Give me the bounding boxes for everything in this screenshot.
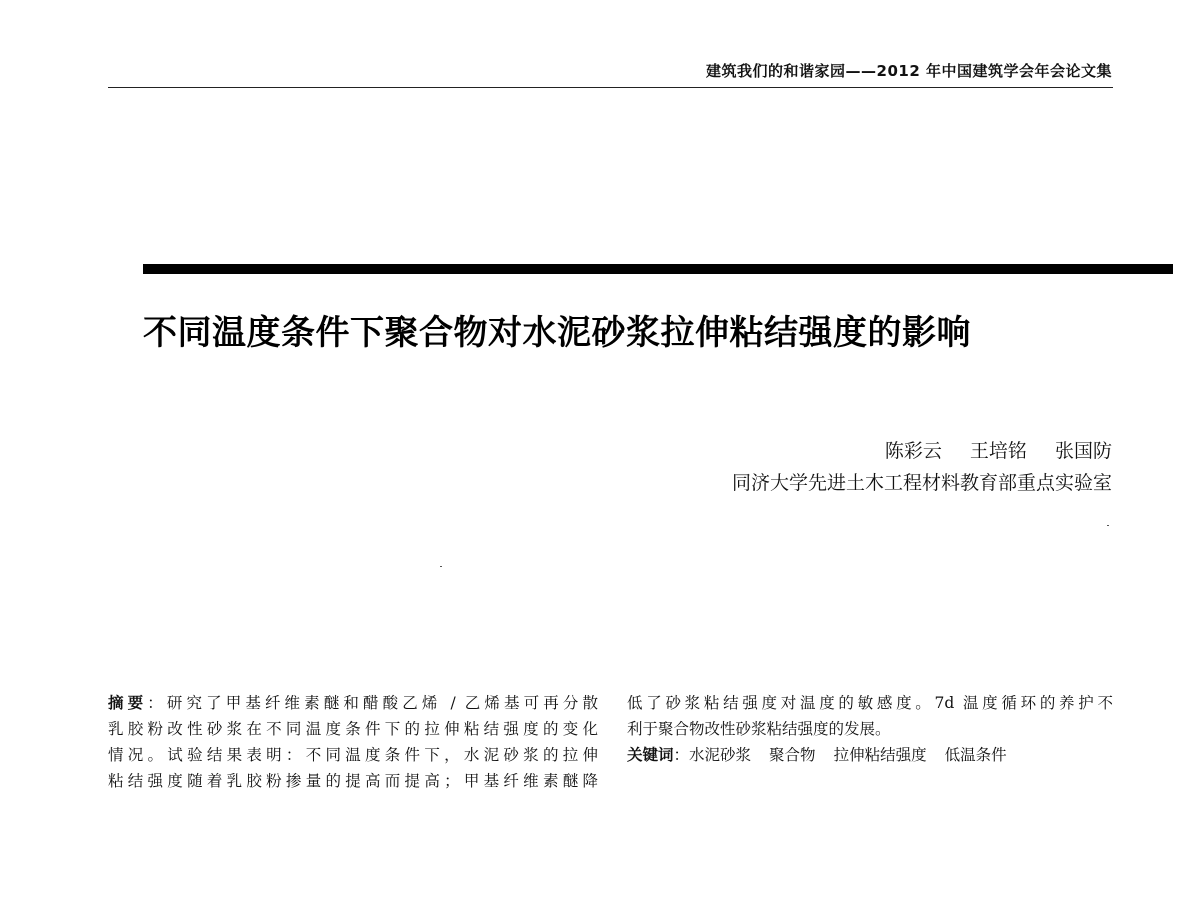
- abstract-line: [108, 690, 598, 716]
- abstract-line: 利于聚合物改性砂浆粘结强度的发展。: [627, 720, 891, 738]
- author-name: 陈彩云: [884, 440, 942, 462]
- abstract-separator: ：: [147, 694, 167, 712]
- keywords-label: 关键词: [627, 746, 674, 764]
- scan-speck: [440, 566, 442, 567]
- abstract-label: 摘要: [108, 694, 148, 712]
- paper-title: 不同温度条件下聚合物对水泥砂浆拉伸粘结强度的影响: [143, 313, 971, 353]
- keyword: 拉伸粘结强度: [833, 746, 927, 764]
- affiliation: 同济大学先进土木工程材料教育部重点实验室: [731, 472, 1112, 494]
- keywords-separator: ：: [673, 746, 690, 764]
- running-header: 建筑我们的和谐家园——2012 年中国建筑学会年会论文集: [706, 62, 1112, 80]
- header-rule: [108, 87, 1113, 88]
- author-name: 张国防: [1054, 440, 1112, 462]
- scan-speck: [1107, 525, 1109, 526]
- keyword: 聚合物: [769, 746, 816, 764]
- keyword: 水泥砂浆: [689, 746, 752, 764]
- author-list: [863, 436, 1112, 463]
- keyword: 低温条件: [944, 746, 1007, 764]
- abstract-line: 乳胶粉改性砂浆在不同温度条件下的拉伸粘结强度的变化: [108, 720, 598, 738]
- abstract-line: 粘结强度随着乳胶粉掺量的提高而提高；甲基纤维素醚降: [108, 772, 598, 790]
- author-name: 王培铭: [969, 440, 1027, 462]
- abstract-line: 低了砂浆粘结强度对温度的敏感度。7d 温度循环的养护不: [627, 694, 1113, 712]
- title-bar: [143, 264, 1173, 274]
- keywords-row: [627, 742, 1113, 768]
- abstract-line: 情况。试验结果表明：不同温度条件下，水泥砂浆的拉伸: [108, 746, 598, 764]
- abstract-column-left: [108, 690, 598, 794]
- abstract-text: 研究了甲基纤维素醚和醋酸乙烯 / 乙烯基可再分散: [166, 694, 598, 712]
- abstract-column-right: [627, 690, 1113, 768]
